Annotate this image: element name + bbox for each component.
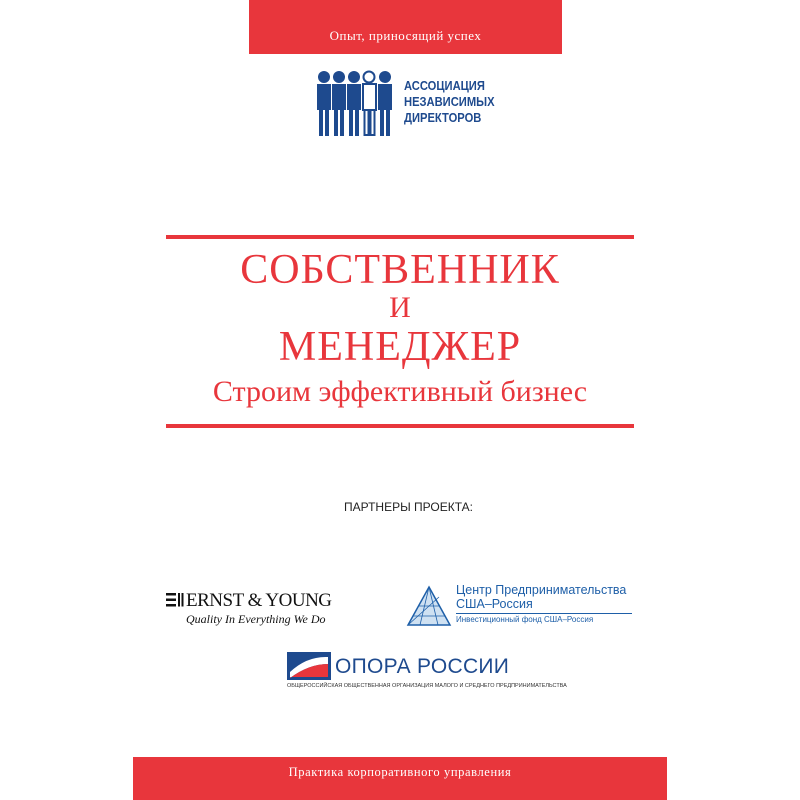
association-line2: НЕЗАВИСИМЫХ — [404, 94, 495, 109]
title-line-2: И — [389, 291, 411, 324]
title-line-3: МЕНЕДЖЕР — [278, 324, 522, 370]
ey-bars-icon — [166, 593, 184, 607]
association-line3: ДИРЕКТОРОВ — [404, 110, 482, 125]
title-rule-top — [166, 235, 634, 239]
title-rule-bottom — [166, 424, 634, 428]
bottom-banner — [133, 757, 667, 800]
russian-flag-icon — [287, 652, 331, 680]
ernst-young-logo — [166, 590, 336, 630]
center-line1: Центр Предпринимательства — [456, 583, 627, 597]
association-logo — [316, 70, 506, 140]
center-sub: Инвестиционный фонд США–Россия — [456, 615, 594, 624]
association-line1: АССОЦИАЦИЯ — [404, 78, 485, 93]
association-name — [404, 78, 495, 126]
bottom-banner-text: Практика корпоративного управления — [288, 765, 512, 779]
center-divider — [456, 613, 632, 614]
triangle-icon — [406, 585, 452, 627]
book-title — [166, 246, 634, 412]
center-line2: США–Россия — [456, 597, 533, 611]
opora-sub: ОБЩЕРОССИЙСКАЯ ОБЩЕСТВЕННАЯ ОРГАНИЗАЦИЯ МАЛОГО И СРЕДНЕГО ПРЕДПРИНИМАТЕЛЬСТВА — [287, 683, 567, 689]
center-name — [456, 583, 626, 611]
opora-russia-logo — [287, 652, 567, 697]
opora-name: ОПОРА РОССИИ — [335, 655, 510, 678]
book-subtitle: Строим эффективный бизнес — [212, 375, 588, 408]
people-figures-icon — [316, 70, 404, 140]
partners-label: ПАРТНЕРЫ ПРОЕКТА: — [344, 500, 474, 514]
ey-name: ERNST & YOUNG — [186, 590, 332, 611]
title-line-1: СОБСТВЕННИК — [240, 247, 560, 293]
ey-tagline: Quality In Everything We Do — [186, 612, 326, 626]
top-banner-text: Опыт, приносящий успех — [329, 28, 482, 43]
center-entrepreneurship-logo — [406, 583, 646, 628]
top-banner — [249, 0, 562, 54]
